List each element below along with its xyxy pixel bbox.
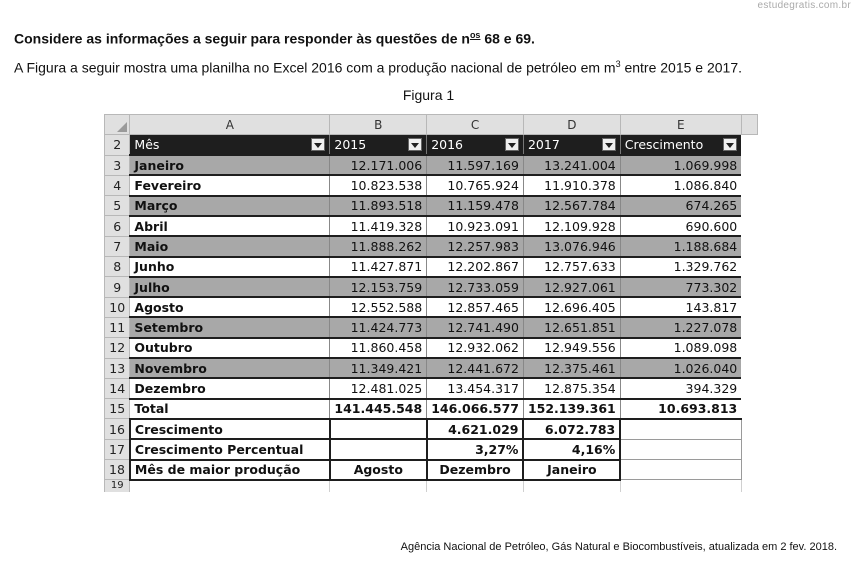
empty-cell[interactable]	[741, 460, 757, 480]
value-2016-cell[interactable]: 12.741.490	[427, 317, 524, 337]
spreadsheet	[104, 114, 758, 492]
partial-row	[105, 480, 758, 492]
figure-description	[14, 59, 742, 76]
empty-cell[interactable]	[741, 155, 757, 175]
row-number[interactable]: 19	[105, 480, 130, 492]
empty-cell[interactable]	[741, 338, 757, 358]
row-number[interactable]: 14	[105, 378, 130, 398]
empty-cell[interactable]	[741, 135, 757, 155]
row-number[interactable]: 3	[105, 155, 130, 175]
value-2015-cell[interactable]: 12.481.025	[330, 378, 427, 398]
table-row	[105, 236, 758, 256]
month-name-cell[interactable]: Outubro	[130, 338, 330, 358]
value-2017-cell[interactable]: 12.567.784	[523, 196, 620, 216]
empty-cell[interactable]	[741, 399, 757, 419]
value-2017-cell[interactable]: 13.241.004	[523, 155, 620, 175]
total-row	[105, 399, 758, 419]
total-growth-cell[interactable]: 10.693.813	[620, 399, 741, 419]
empty-cell[interactable]	[523, 480, 620, 492]
growth-value-cell[interactable]: 773.302	[620, 277, 741, 297]
watermark: estudegratis.com.br	[757, 0, 851, 11]
question-intro-end: 68 e 69.	[480, 30, 535, 47]
column-header-e[interactable]: E	[620, 115, 741, 135]
value-2015-cell[interactable]: 11.349.421	[330, 358, 427, 378]
value-2016-cell[interactable]: 12.441.672	[427, 358, 524, 378]
value-2017-cell[interactable]: 11.910.378	[523, 175, 620, 195]
header-label: Crescimento	[624, 137, 704, 153]
row-number[interactable]: 6	[105, 216, 130, 236]
max-2015-cell[interactable]: Agosto	[330, 460, 427, 480]
growth-pct-e-cell[interactable]	[620, 439, 741, 459]
growth-value-cell[interactable]: 1.069.998	[620, 155, 741, 175]
row-number[interactable]: 18	[105, 460, 130, 480]
value-2017-cell[interactable]: 12.927.061	[523, 277, 620, 297]
row-number[interactable]: 11	[105, 317, 130, 337]
growth-2016-cell[interactable]: 4.621.029	[427, 419, 524, 439]
table-row	[105, 175, 758, 195]
question-intro-text: Considere as informações a seguir para responder às questões de n	[14, 30, 470, 47]
growth-pct-2015-cell[interactable]	[330, 439, 427, 459]
figure-title: Figura 1	[402, 87, 455, 103]
growth-value-cell[interactable]: 394.329	[620, 378, 741, 398]
value-2017-cell[interactable]: 12.757.633	[523, 257, 620, 277]
table-row	[105, 358, 758, 378]
column-header-f[interactable]	[741, 115, 757, 135]
column-header-c[interactable]: C	[427, 115, 524, 135]
empty-cell[interactable]	[741, 196, 757, 216]
value-2017-cell[interactable]: 13.076.946	[523, 236, 620, 256]
total-label-cell[interactable]: Total	[130, 399, 330, 419]
growth-2015-cell[interactable]	[330, 419, 427, 439]
value-2016-cell[interactable]: 11.597.169	[427, 155, 524, 175]
row-number[interactable]: 10	[105, 297, 130, 317]
header-label: 2017	[527, 137, 560, 153]
max-production-row	[105, 460, 758, 480]
value-2017-cell[interactable]: 12.875.354	[523, 378, 620, 398]
growth-value-cell[interactable]: 1.329.762	[620, 257, 741, 277]
header-cell-2017[interactable]	[523, 135, 620, 155]
value-2015-cell[interactable]: 11.427.871	[330, 257, 427, 277]
spreadsheet-grid	[104, 114, 758, 492]
empty-cell[interactable]	[741, 216, 757, 236]
month-name-cell[interactable]: Agosto	[130, 297, 330, 317]
table-row	[105, 297, 758, 317]
empty-cell[interactable]	[741, 358, 757, 378]
growth-value-cell[interactable]: 690.600	[620, 216, 741, 236]
row-number[interactable]: 16	[105, 419, 130, 439]
value-2015-cell[interactable]: 11.893.518	[330, 196, 427, 216]
filter-dropdown-icon[interactable]	[723, 138, 737, 151]
column-header-a[interactable]: A	[130, 115, 330, 135]
filter-dropdown-icon[interactable]	[408, 138, 422, 151]
row-number[interactable]: 8	[105, 257, 130, 277]
table-row	[105, 277, 758, 297]
row-number[interactable]: 7	[105, 236, 130, 256]
total-2017-cell[interactable]: 152.139.361	[523, 399, 620, 419]
empty-cell[interactable]	[741, 277, 757, 297]
empty-cell[interactable]	[741, 257, 757, 277]
growth-value-cell[interactable]: 1.089.098	[620, 338, 741, 358]
filter-dropdown-icon[interactable]	[505, 138, 519, 151]
month-name-cell[interactable]: Dezembro	[130, 378, 330, 398]
value-2015-cell[interactable]: 11.424.773	[330, 317, 427, 337]
value-2017-cell[interactable]: 12.375.461	[523, 358, 620, 378]
figure-description-sup: 3	[615, 59, 621, 69]
value-2016-cell[interactable]: 12.733.059	[427, 277, 524, 297]
empty-cell[interactable]	[741, 297, 757, 317]
header-label: Mês	[134, 137, 160, 153]
table-header-row	[105, 135, 758, 155]
empty-cell[interactable]	[741, 439, 757, 459]
growth-value-cell[interactable]: 1.086.840	[620, 175, 741, 195]
row-number[interactable]: 2	[105, 135, 130, 155]
value-2017-cell[interactable]: 12.949.556	[523, 338, 620, 358]
value-2017-cell[interactable]: 12.109.928	[523, 216, 620, 236]
row-number[interactable]: 15	[105, 399, 130, 419]
row-number[interactable]: 9	[105, 277, 130, 297]
source-caption: Agência Nacional de Petróleo, Gás Natural e Biocombustíveis, atualizada em 2 fev. 2018.	[400, 541, 837, 553]
header-label: 2015	[334, 137, 367, 153]
value-2015-cell[interactable]: 11.860.458	[330, 338, 427, 358]
max-e-cell[interactable]	[620, 460, 741, 480]
header-cell-2016[interactable]	[427, 135, 524, 155]
month-name-cell[interactable]: Junho	[130, 257, 330, 277]
table-row	[105, 196, 758, 216]
month-name-cell[interactable]: Fevereiro	[130, 175, 330, 195]
growth-e-cell[interactable]	[620, 419, 741, 439]
value-2016-cell[interactable]: 11.159.478	[427, 196, 524, 216]
row-number[interactable]: 4	[105, 175, 130, 195]
growth-pct-2017-cell[interactable]: 4,16%	[523, 439, 620, 459]
table-row	[105, 257, 758, 277]
growth-label-cell[interactable]: Crescimento	[130, 419, 330, 439]
empty-cell[interactable]	[741, 175, 757, 195]
empty-cell[interactable]	[330, 480, 427, 492]
empty-cell[interactable]	[741, 378, 757, 398]
question-intro	[14, 30, 535, 47]
max-2016-cell[interactable]: Dezembro	[427, 460, 524, 480]
table-row	[105, 155, 758, 175]
value-2015-cell[interactable]: 12.171.006	[330, 155, 427, 175]
total-2016-cell[interactable]: 146.066.577	[427, 399, 524, 419]
header-cell-mes[interactable]	[130, 135, 330, 155]
growth-pct-row	[105, 439, 758, 459]
month-name-cell[interactable]: Maio	[130, 236, 330, 256]
question-intro-sup: os	[469, 30, 481, 40]
month-name-cell[interactable]: Setembro	[130, 317, 330, 337]
growth-value-cell[interactable]: 143.817	[620, 297, 741, 317]
row-number[interactable]: 12	[105, 338, 130, 358]
growth-value-cell[interactable]: 674.265	[620, 196, 741, 216]
growth-pct-2016-cell[interactable]: 3,27%	[427, 439, 524, 459]
header-cell-2015[interactable]	[330, 135, 427, 155]
growth-2017-cell[interactable]: 6.072.783	[523, 419, 620, 439]
total-2015-cell[interactable]: 141.445.548	[330, 399, 427, 419]
month-name-cell[interactable]: Janeiro	[130, 155, 330, 175]
value-2015-cell[interactable]: 10.823.538	[330, 175, 427, 195]
max-label-cell[interactable]: Mês de maior produção	[130, 460, 330, 480]
value-2016-cell[interactable]: 10.923.091	[427, 216, 524, 236]
figure-description-end: entre 2015 e 2017.	[620, 59, 743, 76]
month-name-cell[interactable]: Março	[130, 196, 330, 216]
empty-cell[interactable]	[741, 236, 757, 256]
table-row	[105, 216, 758, 236]
header-cell-crescimento[interactable]	[620, 135, 741, 155]
month-name-cell[interactable]: Julho	[130, 277, 330, 297]
empty-cell[interactable]	[620, 480, 741, 492]
column-header-row	[105, 115, 758, 135]
value-2016-cell[interactable]: 12.257.983	[427, 236, 524, 256]
value-2016-cell[interactable]: 12.857.465	[427, 297, 524, 317]
value-2015-cell[interactable]: 11.888.262	[330, 236, 427, 256]
growth-value-cell[interactable]: 1.026.040	[620, 358, 741, 378]
table-row	[105, 317, 758, 337]
value-2015-cell[interactable]: 11.419.328	[330, 216, 427, 236]
value-2017-cell[interactable]: 12.651.851	[523, 317, 620, 337]
empty-cell[interactable]	[741, 480, 757, 492]
column-header-d[interactable]: D	[523, 115, 620, 135]
month-name-cell[interactable]: Novembro	[130, 358, 330, 378]
row-number[interactable]: 5	[105, 196, 130, 216]
growth-row	[105, 419, 758, 439]
column-header-b[interactable]: B	[330, 115, 427, 135]
value-2017-cell[interactable]: 12.696.405	[523, 297, 620, 317]
table-row	[105, 338, 758, 358]
filter-dropdown-icon[interactable]	[602, 138, 616, 151]
value-2016-cell[interactable]: 12.932.062	[427, 338, 524, 358]
month-name-cell[interactable]: Abril	[130, 216, 330, 236]
value-2016-cell[interactable]: 10.765.924	[427, 175, 524, 195]
select-all-corner[interactable]	[105, 115, 130, 135]
empty-cell[interactable]	[427, 480, 524, 492]
value-2016-cell[interactable]: 12.202.867	[427, 257, 524, 277]
growth-value-cell[interactable]: 1.188.684	[620, 236, 741, 256]
figure-description-text: A Figura a seguir mostra uma planilha no Excel 2016 com a produção nacional de petróleo em m	[14, 59, 616, 76]
table-row	[105, 378, 758, 398]
empty-cell[interactable]	[741, 317, 757, 337]
value-2015-cell[interactable]: 12.552.588	[330, 297, 427, 317]
select-all-icon	[117, 122, 127, 132]
filter-dropdown-icon[interactable]	[311, 138, 325, 151]
row-number[interactable]: 17	[105, 439, 130, 459]
row-number[interactable]: 13	[105, 358, 130, 378]
growth-pct-label-cell[interactable]: Crescimento Percentual	[130, 439, 330, 459]
value-2016-cell[interactable]: 13.454.317	[427, 378, 524, 398]
max-2017-cell[interactable]: Janeiro	[523, 460, 620, 480]
growth-value-cell[interactable]: 1.227.078	[620, 317, 741, 337]
value-2015-cell[interactable]: 12.153.759	[330, 277, 427, 297]
header-label: 2016	[431, 137, 463, 153]
empty-cell[interactable]	[130, 480, 330, 492]
empty-cell[interactable]	[741, 419, 757, 439]
